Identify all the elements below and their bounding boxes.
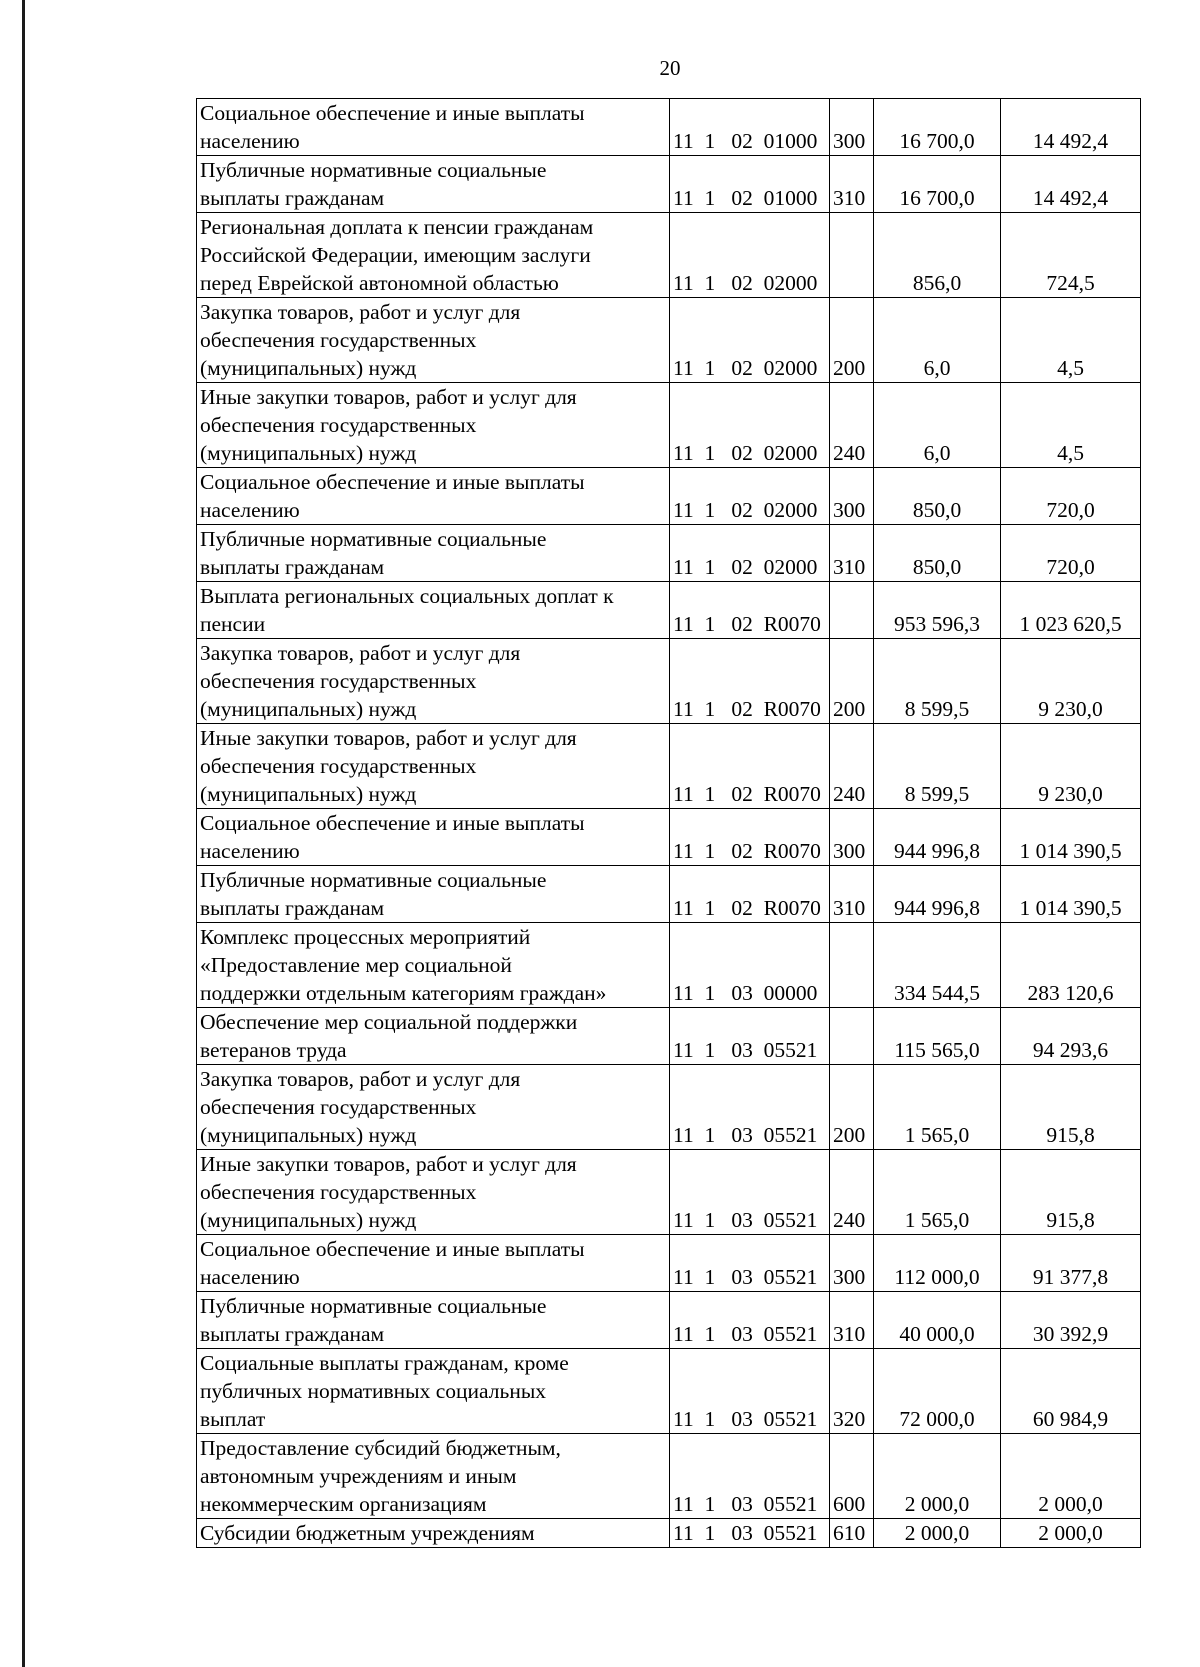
- row-expense-type-cell: 300: [830, 99, 874, 156]
- row-planned-amount-cell: 2 000,0: [874, 1434, 1001, 1519]
- row-target-code-cell: 11 1 02 02000: [670, 213, 830, 298]
- table-row: [197, 1235, 1141, 1292]
- row-name-cell: Закупка товаров, работ и услуг для обеспечения государственных (муниципальных) нужд: [197, 298, 670, 383]
- row-executed-amount-cell: 4,5: [1001, 298, 1141, 383]
- row-expense-type-cell: 310: [830, 156, 874, 213]
- row-planned-amount-cell: 1 565,0: [874, 1150, 1001, 1235]
- row-target-code-cell: 11 1 03 00000: [670, 923, 830, 1008]
- row-expense-type-cell: [830, 213, 874, 298]
- row-planned-amount-cell: 334 544,5: [874, 923, 1001, 1008]
- row-executed-amount-cell: 4,5: [1001, 383, 1141, 468]
- row-target-code-cell: 11 1 03 05521: [670, 1434, 830, 1519]
- row-name-cell: Закупка товаров, работ и услуг для обеспечения государственных (муниципальных) нужд: [197, 639, 670, 724]
- table-row: [197, 383, 1141, 468]
- row-expense-type-cell: 310: [830, 1292, 874, 1349]
- row-executed-amount-cell: 915,8: [1001, 1065, 1141, 1150]
- row-planned-amount-cell: 16 700,0: [874, 156, 1001, 213]
- row-planned-amount-cell: 6,0: [874, 298, 1001, 383]
- table-row: [197, 156, 1141, 213]
- table-row: [197, 866, 1141, 923]
- table-row: [197, 525, 1141, 582]
- row-expense-type-cell: 240: [830, 383, 874, 468]
- row-target-code-cell: 11 1 03 05521: [670, 1150, 830, 1235]
- row-planned-amount-cell: 72 000,0: [874, 1349, 1001, 1434]
- table-row: [197, 298, 1141, 383]
- row-expense-type-cell: 240: [830, 1150, 874, 1235]
- row-executed-amount-cell: 1 014 390,5: [1001, 866, 1141, 923]
- budget-table: [196, 98, 1141, 1548]
- row-target-code-cell: 11 1 03 05521: [670, 1008, 830, 1065]
- row-executed-amount-cell: 1 023 620,5: [1001, 582, 1141, 639]
- row-expense-type-cell: 310: [830, 866, 874, 923]
- row-name-cell: Субсидии бюджетным учреждениям: [197, 1519, 670, 1548]
- row-target-code-cell: 11 1 02 02000: [670, 525, 830, 582]
- row-target-code-cell: 11 1 02 R0070: [670, 809, 830, 866]
- table-row: [197, 582, 1141, 639]
- row-planned-amount-cell: 2 000,0: [874, 1519, 1001, 1548]
- row-planned-amount-cell: 1 565,0: [874, 1065, 1001, 1150]
- row-name-cell: Социальное обеспечение и иные выплаты населению: [197, 809, 670, 866]
- row-target-code-cell: 11 1 02 R0070: [670, 639, 830, 724]
- row-expense-type-cell: 240: [830, 724, 874, 809]
- row-target-code-cell: 11 1 02 R0070: [670, 724, 830, 809]
- row-expense-type-cell: 300: [830, 1235, 874, 1292]
- row-target-code-cell: 11 1 03 05521: [670, 1235, 830, 1292]
- row-target-code-cell: 11 1 02 R0070: [670, 582, 830, 639]
- row-planned-amount-cell: 16 700,0: [874, 99, 1001, 156]
- row-planned-amount-cell: 856,0: [874, 213, 1001, 298]
- row-expense-type-cell: [830, 582, 874, 639]
- row-planned-amount-cell: 112 000,0: [874, 1235, 1001, 1292]
- row-executed-amount-cell: 915,8: [1001, 1150, 1141, 1235]
- table-row: [197, 1150, 1141, 1235]
- row-executed-amount-cell: 720,0: [1001, 525, 1141, 582]
- row-planned-amount-cell: 944 996,8: [874, 809, 1001, 866]
- table-row: [197, 99, 1141, 156]
- row-executed-amount-cell: 60 984,9: [1001, 1349, 1141, 1434]
- row-expense-type-cell: 600: [830, 1434, 874, 1519]
- row-expense-type-cell: 610: [830, 1519, 874, 1548]
- row-executed-amount-cell: 720,0: [1001, 468, 1141, 525]
- row-executed-amount-cell: 9 230,0: [1001, 639, 1141, 724]
- row-name-cell: Предоставление субсидий бюджетным, автономным учреждениям и иным некоммерческим организациям: [197, 1434, 670, 1519]
- row-name-cell: Публичные нормативные социальные выплаты гражданам: [197, 525, 670, 582]
- row-executed-amount-cell: 91 377,8: [1001, 1235, 1141, 1292]
- table-row: [197, 1292, 1141, 1349]
- row-expense-type-cell: [830, 1008, 874, 1065]
- row-name-cell: Публичные нормативные социальные выплаты гражданам: [197, 866, 670, 923]
- row-name-cell: Закупка товаров, работ и услуг для обеспечения государственных (муниципальных) нужд: [197, 1065, 670, 1150]
- row-executed-amount-cell: 30 392,9: [1001, 1292, 1141, 1349]
- row-name-cell: Региональная доплата к пенсии гражданам Российской Федерации, имеющим заслуги перед Еврейской автономной областью: [197, 213, 670, 298]
- table-row: [197, 1434, 1141, 1519]
- row-planned-amount-cell: 8 599,5: [874, 724, 1001, 809]
- row-target-code-cell: 11 1 03 05521: [670, 1292, 830, 1349]
- table-row: [197, 1065, 1141, 1150]
- page-margin-line: [22, 0, 25, 1667]
- row-executed-amount-cell: 724,5: [1001, 213, 1141, 298]
- row-expense-type-cell: 300: [830, 809, 874, 866]
- table-row: [197, 213, 1141, 298]
- table-row: [197, 1519, 1141, 1548]
- row-name-cell: Социальное обеспечение и иные выплаты населению: [197, 99, 670, 156]
- row-name-cell: Социальное обеспечение и иные выплаты населению: [197, 468, 670, 525]
- row-target-code-cell: 11 1 03 05521: [670, 1065, 830, 1150]
- row-target-code-cell: 11 1 02 R0070: [670, 866, 830, 923]
- row-target-code-cell: 11 1 02 02000: [670, 468, 830, 525]
- row-target-code-cell: 11 1 02 01000: [670, 99, 830, 156]
- row-planned-amount-cell: 850,0: [874, 525, 1001, 582]
- table-row: [197, 923, 1141, 1008]
- row-name-cell: Публичные нормативные социальные выплаты гражданам: [197, 1292, 670, 1349]
- row-name-cell: Обеспечение мер социальной поддержки ветеранов труда: [197, 1008, 670, 1065]
- row-executed-amount-cell: 2 000,0: [1001, 1434, 1141, 1519]
- row-expense-type-cell: 300: [830, 468, 874, 525]
- row-executed-amount-cell: 94 293,6: [1001, 1008, 1141, 1065]
- table-row: [197, 468, 1141, 525]
- row-executed-amount-cell: 14 492,4: [1001, 156, 1141, 213]
- table-row: [197, 1008, 1141, 1065]
- table-row: [197, 724, 1141, 809]
- row-executed-amount-cell: 9 230,0: [1001, 724, 1141, 809]
- row-target-code-cell: 11 1 03 05521: [670, 1519, 830, 1548]
- row-name-cell: Социальное обеспечение и иные выплаты населению: [197, 1235, 670, 1292]
- row-name-cell: Иные закупки товаров, работ и услуг для обеспечения государственных (муниципальных) нужд: [197, 1150, 670, 1235]
- row-expense-type-cell: [830, 923, 874, 1008]
- table-body: [197, 99, 1141, 1548]
- row-executed-amount-cell: 14 492,4: [1001, 99, 1141, 156]
- row-expense-type-cell: 310: [830, 525, 874, 582]
- row-planned-amount-cell: 850,0: [874, 468, 1001, 525]
- row-target-code-cell: 11 1 02 02000: [670, 298, 830, 383]
- row-expense-type-cell: 320: [830, 1349, 874, 1434]
- row-name-cell: Иные закупки товаров, работ и услуг для обеспечения государственных (муниципальных) нужд: [197, 724, 670, 809]
- row-target-code-cell: 11 1 02 01000: [670, 156, 830, 213]
- row-name-cell: Социальные выплаты гражданам, кроме публичных нормативных социальных выплат: [197, 1349, 670, 1434]
- row-name-cell: Иные закупки товаров, работ и услуг для обеспечения государственных (муниципальных) нужд: [197, 383, 670, 468]
- table-row: [197, 639, 1141, 724]
- page-number: 20: [659, 56, 681, 80]
- row-target-code-cell: 11 1 03 05521: [670, 1349, 830, 1434]
- row-executed-amount-cell: 2 000,0: [1001, 1519, 1141, 1548]
- row-name-cell: Публичные нормативные социальные выплаты гражданам: [197, 156, 670, 213]
- table-row: [197, 1349, 1141, 1434]
- row-executed-amount-cell: 1 014 390,5: [1001, 809, 1141, 866]
- row-name-cell: Выплата региональных социальных доплат к пенсии: [197, 582, 670, 639]
- row-planned-amount-cell: 8 599,5: [874, 639, 1001, 724]
- row-target-code-cell: 11 1 02 02000: [670, 383, 830, 468]
- row-planned-amount-cell: 944 996,8: [874, 866, 1001, 923]
- row-planned-amount-cell: 953 596,3: [874, 582, 1001, 639]
- row-name-cell: Комплекс процессных мероприятий «Предоставление мер социальной поддержки отдельным категориям граждан»: [197, 923, 670, 1008]
- row-planned-amount-cell: 40 000,0: [874, 1292, 1001, 1349]
- row-executed-amount-cell: 283 120,6: [1001, 923, 1141, 1008]
- row-expense-type-cell: 200: [830, 298, 874, 383]
- row-expense-type-cell: 200: [830, 1065, 874, 1150]
- row-planned-amount-cell: 115 565,0: [874, 1008, 1001, 1065]
- table-row: [197, 809, 1141, 866]
- row-expense-type-cell: 200: [830, 639, 874, 724]
- row-planned-amount-cell: 6,0: [874, 383, 1001, 468]
